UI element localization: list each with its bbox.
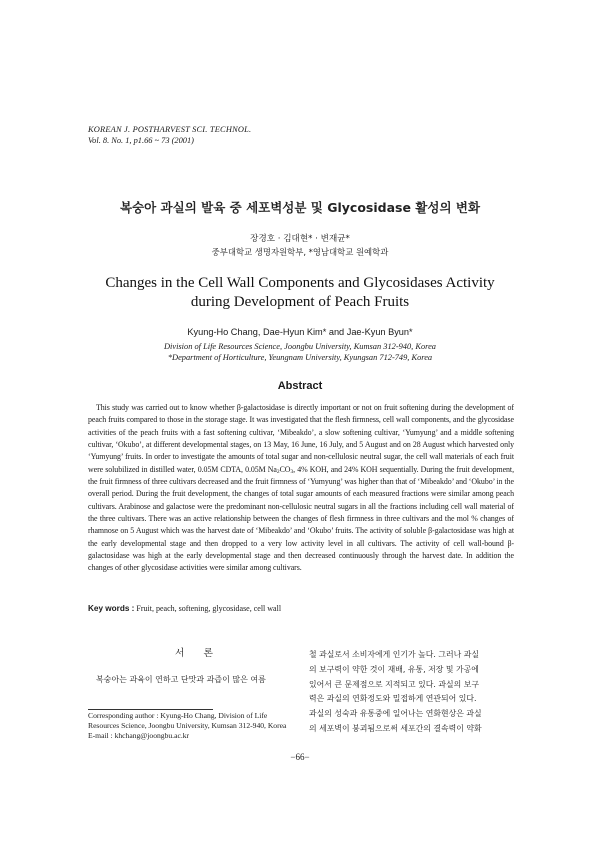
introduction-right-line-4: 력은 과실의 연화정도와 밀접하게 연관되어 있다. — [309, 694, 477, 704]
abstract-heading: Abstract — [277, 380, 323, 392]
footnote-line-1: Corresponding author : Kyung-Ho Chang, Division of Life — [88, 711, 268, 720]
introduction-right-line-6: 의 세포벽이 붕괴됨으로써 세포간의 결속력이 약화 — [309, 723, 482, 733]
abstract-text-3: , 4% KOH, and 24% KOH sequentially. During the fruit development, the fruit firmness of three cultivars decreased and the fruit firmness of ‘Yumyung’ was higher than that of ‘Mibeakdo’ and ‘Okubo’ in the overall period. During the fruit development, the changes of total sugar amounts of each measured fractions were similar among peach cultivars. Arabinose and galactose were the predominant non-cellulosic neutral sugars in all the fractions including cell wall material of the three cultivars. There was an active relationship between the changes of flesh firmness in three cultivars and the mol % changes of rhamnose on 5 August which was the harvest date of ‘Mibeakdo’ and ‘Okubo’ fruits. The activity of soluble β-galactosidase was high at the early developmental stage and then dropped to a very low activity level in all cultivars. The activity of cell wall-bound β-galactosidase was high at the early developmental stage and then decreased continuously through the harvest date. In addition the changes of other glycosidase activities were similar among cultivars. — [88, 464, 514, 573]
english-authors: Kyung-Ho Chang, Dae-Hyun Kim* and Jae-Kyun Byun* — [187, 327, 413, 337]
section-heading-introduction: 서 론 — [174, 648, 222, 659]
keywords-label: Key words : — [88, 604, 135, 613]
keywords-text: Fruit, peach, softening, glycosidase, cell wall — [136, 604, 282, 613]
journal-header — [88, 124, 251, 146]
abstract-subscript-2: 3 — [290, 468, 294, 475]
right-column — [309, 648, 513, 737]
page-number: −66− — [290, 752, 310, 762]
journal-citation: Vol. 8. No. 1, p1.66 ~ 73 (2001) — [88, 136, 194, 145]
introduction-right-line-1: 철 과실로서 소비자에게 인기가 높다. 그러나 과실 — [309, 650, 480, 659]
korean-affiliation: 중부대학교 생명자원학부, *영남대학교 원예학과 — [211, 247, 389, 257]
english-title-line-2: during Development of Peach Fruits — [190, 294, 410, 310]
introduction-right-line-2: 의 보구력이 약한 것이 재배, 유통, 저장 및 가공에 — [309, 664, 479, 674]
abstract-text-1: This study was carried out to know whether β-galactosidase is directly important or not on fruit softening during the development of peach fruits compared to those in the storage stage. It was investigated that the flesh firmness, cell wall components, and the glycosidase activities of the peach fruits with a fast softening cultivar, ‘Mibeakdo’, a slow softening cultivar, ‘Yumyung’ and a middle softening cultivar, ‘Okubo’, at different developmental stages, on 13 May, 16 June, 16 July, and 5 August and on 28 August which harvested only ‘Yumyung’ fruits. In order to investigate the amounts of total sugar and non-cellulosic neutral sugar, the cell wall materials of each fruit were solubilized in distilled water, 0.05M CDTA, 0.05M Na — [88, 403, 514, 474]
introduction-right-line-3: 있어서 큰 문제점으로 지적되고 있다. 과실의 보구 — [309, 679, 480, 689]
footnote-email: E-mail : khchang@joongbu.ac.kr — [88, 731, 190, 741]
korean-authors: 장경호 · 김대현* · 변재균* — [250, 234, 350, 244]
journal-name: KOREAN J. POSTHARVEST SCI. TECHNOL. — [88, 125, 252, 134]
keywords — [88, 604, 514, 613]
footnote-line-2: Resources Science, Joongbu University, Kumsan 312-940, Korea — [88, 721, 287, 731]
english-title-line-1: Changes in the Cell Wall Components and Glycosidases Activity — [105, 275, 495, 291]
left-column — [88, 645, 300, 687]
english-title — [0, 274, 600, 312]
footnote — [88, 711, 300, 742]
english-affiliation-line-1: Division of Life Resources Science, Joongbu University, Kumsan 312-940, Korea — [164, 342, 436, 351]
english-affiliation-line-2: *Department of Horticulture, Yeungnam University, Kyungsan 712-749, Korea — [167, 353, 433, 362]
korean-title: 복숭아 과실의 발육 중 세포벽성분 및 Glycosidase 활성의 변화 — [119, 200, 481, 215]
abstract-subscript-1: 2 — [276, 468, 280, 475]
abstract-body — [88, 402, 514, 575]
introduction-left-text: 복숭아는 과육이 연하고 단맛과 과즙이 많은 여름 — [96, 675, 266, 684]
english-affiliation — [0, 341, 600, 363]
abstract-text-2: CO — [279, 464, 291, 474]
footnote-divider — [88, 709, 213, 710]
introduction-right-line-5: 과실의 성숙과 유통중에 일어나는 연화현상은 과실 — [309, 709, 482, 719]
